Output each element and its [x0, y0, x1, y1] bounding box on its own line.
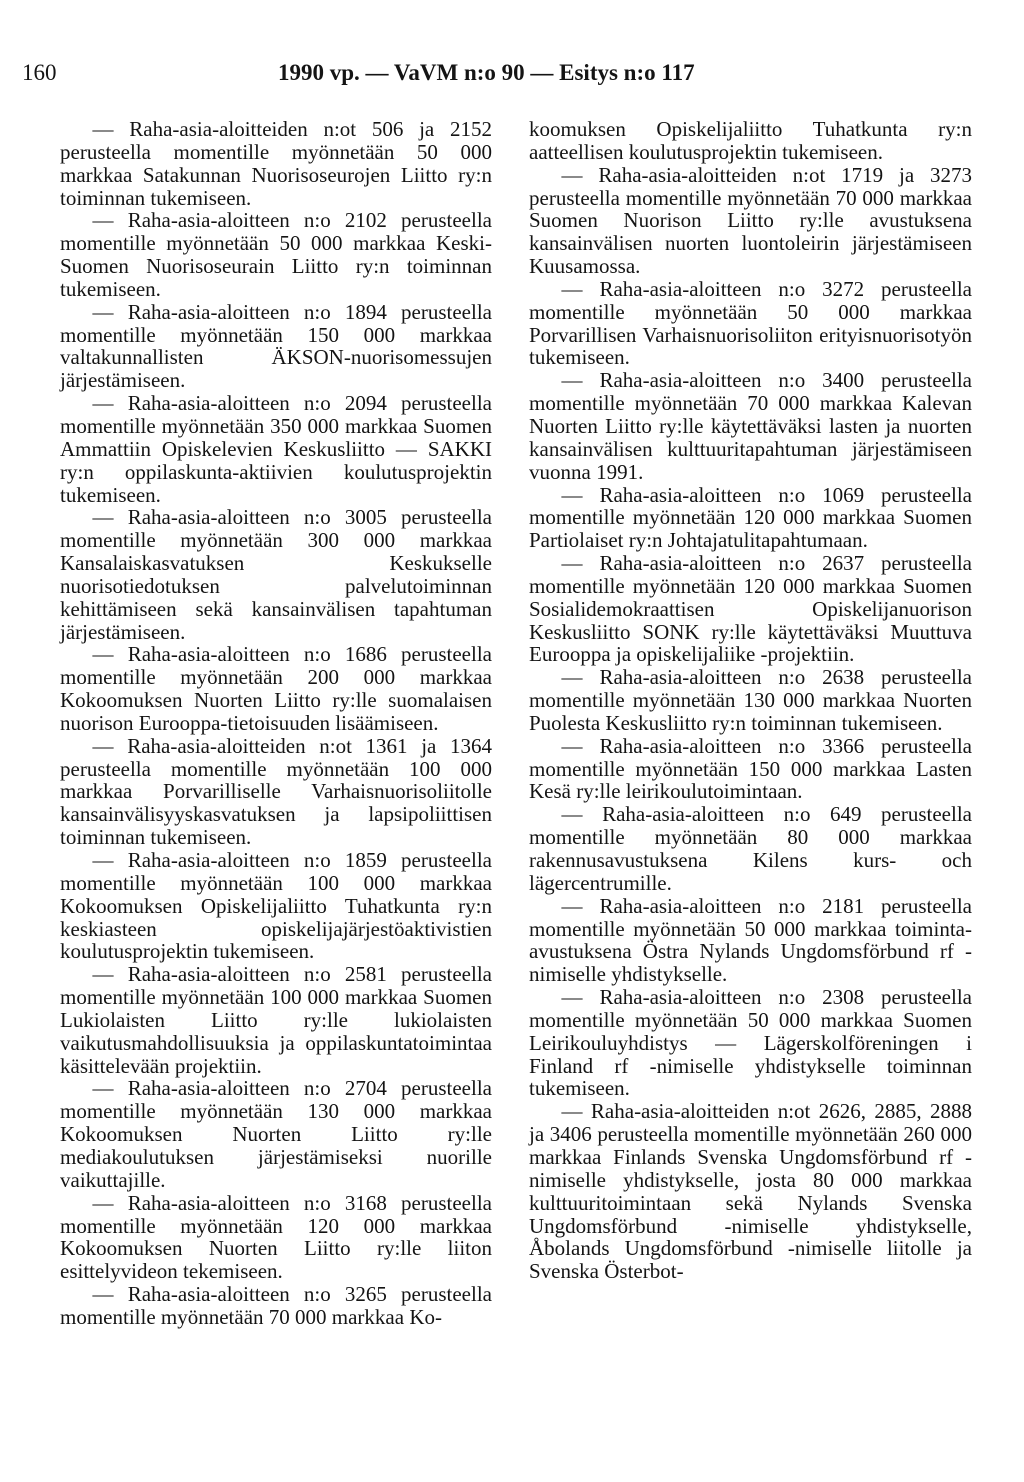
paragraph: — Raha-asia-aloitteen n:o 2638 perusteella momentille myönnetään 130 000 markkaa Nuorten Puolesta Keskusliitto ry:n toiminnan tukemiseen. [529, 665, 972, 735]
paragraph: — Raha-asia-aloitteen n:o 3168 perusteella momentille myönnetään 120 000 markkaa Kokoomuksen Nuorten Liitto ry:lle liiton esittelyvideon tekemiseen. [60, 1190, 492, 1284]
paragraph: — Raha-asia-aloitteen n:o 2637 perusteella momentille myönnetään 120 000 markkaa Suomen Sosialidemokraattisen Opiskelijanuorison Keskusliitto SONK ry:lle käytettäväksi Muuttuva Eurooppa ja opiskelijaliike -projektiin. [529, 551, 972, 667]
paragraph: — Raha-asia-aloitteen n:o 1859 perusteella momentille myönnetään 100 000 markkaa Kokoomuksen Opiskelijaliitto Tuhatkunta ry:n keskiasteen opiskelijajärjestöaktivistien koulutusprojektin tukemiseen. [60, 848, 492, 964]
paragraph: — Raha-asia-aloitteiden n:ot 1719 ja 3273 perusteella momentille myönnetään 70 000 markkaa Suomen Nuorison Liitto ry:lle avustuksena kansainvälisen nuorten luontoleirin järjestämiseen Kuusamossa. [529, 162, 972, 279]
continued-paragraph: koomuksen Opiskelijaliitto Tuhatkunta ry:n aatteellisen koulutusprojektin tukemiseen. [529, 117, 972, 164]
paragraph: — Raha-asia-aloitteen n:o 2308 perusteella momentille myönnetään 50 000 markkaa Suomen Leirikouluyhdistys — Lägerskolföreningen i Finland rf -nimiselle yhdistykselle toiminnan tukemiseen. [529, 985, 972, 1101]
paragraph: — Raha-asia-aloitteen n:o 2581 perusteella momentille myönnetään 100 000 markkaa Suomen Lukiolaisten Liitto ry:lle lukiolaisten vaikutusmahdollisuuksia ja oppilaskuntatoimintaa käsittelevään projektiin. [60, 962, 492, 1078]
paragraph: — Raha-asia-aloitteen n:o 2094 perusteella momentille myönnetään 350 000 markkaa Suomen Ammattiin Opiskelevien Keskusliitto — SAKKI ry:n oppilaskunta-aktiivien koulutusprojektin tukemiseen. [60, 391, 492, 507]
paragraph: — Raha-asia-aloitteen n:o 2704 perusteella momentille myönnetään 130 000 markkaa Kokoomuksen Nuorten Liitto ry:lle mediakoulutuksen järjestämiseksi nuorille vaikuttajille. [60, 1076, 492, 1192]
paragraph: — Raha-asia-aloitteen n:o 3005 perusteella momentille myönnetään 300 000 markkaa Kansalaiskasvatuksen Keskukselle nuorisotiedotuksen palvelutoiminnan kehittämiseen sekä kansainvälisen tapahtuman järjestämiseen. [60, 505, 492, 644]
paragraph: — Raha-asia-aloitteen n:o 1894 perusteella momentille myönnetään 150 000 markkaa valtakunnallisten ÄKSON-nuorisomessujen järjestämiseen. [60, 299, 492, 393]
paragraph: — Raha-asia-aloitteen n:o 3366 perusteella momentille myönnetään 150 000 markkaa Lasten Kesä ry:lle leirikoulutoimintaan. [529, 733, 972, 804]
paragraph: — Raha-asia-aloitteen n:o 3400 perusteella momentille myönnetään 70 000 markkaa Kalevan Nuorten Liitto ry:lle käytettäväksi lasten ja nuorten kansainvälisen kulttuuritapahtuman järjestämiseen vuonna 1991. [529, 368, 972, 484]
paragraph: — Raha-asia-aloitteen n:o 3272 perusteella momentille myönnetään 50 000 markkaa Porvarillisen Varhaisnuorisoliiton erityisnuorisotyön tukemiseen. [529, 276, 972, 370]
paragraph: — Raha-asia-aloitteen n:o 1069 perusteella momentille myönnetään 120 000 markkaa Suomen Partiolaiset ry:n Johtajatulitapahtumaan. [529, 482, 972, 553]
page-number: 160 [22, 60, 57, 85]
running-header: 1990 vp. — VaVM n:o 90 — Esitys n:o 117 [278, 60, 695, 85]
paragraph: — Raha-asia-aloitteen n:o 2102 perusteella momentille myönnetään 50 000 markkaa Keski-Suomen Nuorisoseurain Liitto ry:n toiminnan tukemiseen. [60, 208, 492, 301]
paragraph: — Raha-asia-aloitteiden n:ot 1361 ja 1364 perusteella momentille myönnetään 100 000 markkaa Porvarilliselle Varhaisnuorisoliitolle kansainvälisyyskasvatuksen ja lapsipoliittisen toiminnan tukemiseen. [60, 733, 492, 850]
paragraph: — Raha-asia-aloitteen n:o 3265 perusteella momentille myönnetään 70 000 markkaa Ko- [60, 1282, 492, 1329]
paragraph: — Raha-asia-aloitteiden n:ot 506 ja 2152 perusteella momentille myönnetään 50 000 markkaa Satakunnan Nuorisoseurojen Liitto ry:n toiminnan tukemiseen. [60, 117, 492, 210]
paragraph: — Raha-asia-aloitteen n:o 649 perusteella momentille myönnetään 80 000 markkaa rakennusavustuksena Kilens kurs- och lägercentrumille. [529, 802, 972, 895]
paragraph: — Raha-asia-aloitteen n:o 1686 perusteella momentille myönnetään 200 000 markkaa Kokoomuksen Nuorten Liitto ry:lle suomalaisen nuorison Eurooppa-tietoisuuden lisäämiseen. [60, 642, 492, 735]
paragraph: — Raha-asia-aloitteiden n:ot 2626, 2885, 2888 ja 3406 perusteella momentille myönnetään 260 000 markkaa Finlands Svenska Ungdomsförbund rf -nimiselle yhdistykselle, josta 80 000 markkaa kulttuuritoimintaan sekä Nylands Svenska Ungdomsförbund -nimiselle yhdistykselle, Åbolands Ungdomsförbund -nimiselle liitolle ja Svenska Österbot- [529, 1099, 972, 1284]
left-column [60, 118, 492, 1329]
right-column [529, 118, 972, 1283]
paragraph: — Raha-asia-aloitteen n:o 2181 perusteella momentille myönnetään 50 000 markkaa toiminta-avustuksena Östra Nylands Ungdomsförbund rf -nimiselle yhdistykselle. [529, 893, 972, 987]
